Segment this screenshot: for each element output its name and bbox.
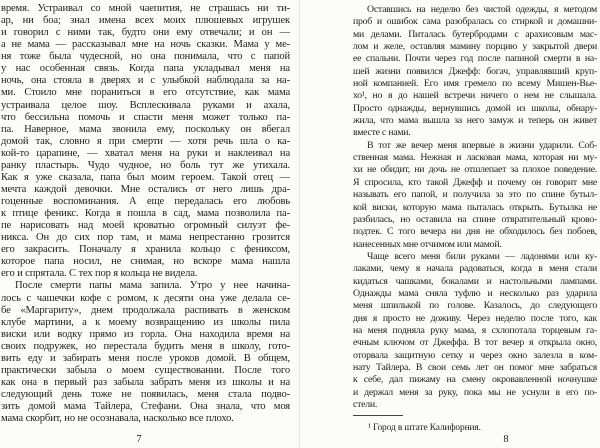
- text-line: виски или водку прямо из горла. Она находила время на: [1, 328, 290, 340]
- text-line: кой-то царапине, — хватал меня на руки и наклеивал на: [1, 147, 290, 159]
- text-line: гоценные воспоминания. А еще передалась его любовь: [1, 196, 290, 207]
- text-line: кидаться чашками, бокалами и настольными лампами.: [353, 275, 597, 287]
- text-line: вить еду и забирать меня после уроков домой. В общем,: [1, 352, 290, 364]
- text-line: у нас особенная связь. Когда папа укладывал меня на: [1, 63, 290, 75]
- text-line: лось с чашечки кофе с ромом, к десяти она уже делала се-: [1, 292, 290, 304]
- page-right-text: [353, 4, 597, 411]
- text-line: что бессильна помочь и спасти меня может только па-: [1, 111, 290, 123]
- text-line: и держал меня за руку, пока мы не уснули в его по-: [353, 386, 597, 398]
- text-line: которое папа носил, не снимая, но вскоре мама нашла: [1, 256, 290, 268]
- text-line: ня тоже была чудесной, но она понимала, что с папой: [1, 51, 290, 63]
- text-line: оторвала защитную сетку и через окно залезла в ком-: [353, 349, 597, 361]
- text-line: практически забыла о моем существовании. После того: [1, 364, 290, 376]
- text-line: Просто однажды, вернувшись домой из школы, обнару-: [353, 102, 597, 114]
- text-line: дня я просто не доживу. Через неделю после того, как: [353, 312, 597, 324]
- text-line: его закрасить. Поначалу я хранила кольцо с фениксом,: [1, 244, 290, 256]
- text-line: на меня подняла руку мама, я схлопотала торцевым га-: [353, 324, 597, 336]
- text-line: его и спрятала. С тех пор я кольца не видела.: [1, 268, 198, 280]
- text-line: разбилась, но оставила на спине отвратительный крово-: [353, 213, 597, 225]
- text-line: ми делами. Питалась бутербродами с арахисовым мас-: [353, 28, 597, 40]
- text-line: время. Устраивал со мной чаепития, не страшась ни ти-: [1, 3, 290, 14]
- text-line: В тот же вечер меня впервые в жизни ударили. Соб-: [367, 139, 597, 151]
- text-line: нанесенных мне отчимом или мамой.: [353, 238, 502, 250]
- text-line: подтек. С того вечера ни дня не обходилось без побоев,: [353, 226, 597, 238]
- text-line: никса. Он до сих пор там, и мама непрестанно грозится: [1, 232, 290, 244]
- text-line: ее спальни. Почти через год после папиной смерти в на-: [353, 53, 597, 65]
- text-line: нату Тайлера. В свои семь лет он помог мне забраться: [353, 361, 597, 373]
- footnote-rule: [353, 415, 403, 416]
- text-line: хи не обидит, ни дочь не отшлепает за плохое поведение.: [353, 164, 597, 176]
- text-line: жила, что мама вышла за него замуж и теперь он живет: [353, 115, 597, 127]
- text-line: Чаще всего меня били руками — ладонями или ку-: [367, 250, 597, 262]
- text-line: Однажды мама сняла туфлю и несколько раз ударила: [353, 287, 597, 299]
- text-line: зить домой мама Тайлера, Стефани. Она знала, что моя: [1, 401, 290, 413]
- footnote: ¹ Город в штате Калифорния.: [368, 423, 481, 433]
- text-line: Я спросила, кто такой Джефф и почему он говорит мне: [353, 176, 597, 188]
- text-line: хо¹, но я до нашей встречи ничего о нем не слышала.: [353, 90, 597, 102]
- text-line: проб и ошибок сама разобралась со стиркой и домашни-: [353, 16, 597, 28]
- text-line: лаками, чему я начала радоваться, когда в меня стали: [353, 263, 597, 275]
- text-line: клубе мартини, а к моему возвращению из школы пила: [1, 316, 290, 328]
- page-right-number: 8: [503, 434, 509, 445]
- text-line: ночь, она стояла в дверях и с улыбкой наблюдала за на-: [1, 75, 290, 87]
- text-line: Как я уже сказала, папа был моим героем. Такой отец —: [1, 171, 290, 183]
- text-line: ечным ключом от Джеффа. В тот вечер я открыла окно,: [353, 337, 597, 349]
- text-line: устраивала целое шоу. Всплескивала руками и ахала,: [1, 99, 290, 111]
- page-left-text: [1, 3, 290, 425]
- text-line: После смерти папы мама запила. Утро у нее начина-: [15, 280, 290, 292]
- text-line: как она в первый раз забыла забрать меня из школы и на: [1, 376, 290, 388]
- text-line: называть его папой, и получила за это по спине бутыл-: [353, 189, 597, 201]
- text-line: своих подружек, но перестала будить меня в школу, гото-: [1, 340, 290, 352]
- text-line: а не мама — рассказывал мне на ночь сказки. Мама у ме-: [1, 39, 290, 51]
- page-left-number: 7: [136, 434, 142, 445]
- text-line: Оставшись на неделю без чистой одежды, я методом: [367, 4, 597, 15]
- text-line: меня шпилькой по голове. Казалось, до следующего: [353, 300, 597, 312]
- text-line: мама скорбит, но не осознавала, насколько все плохо.: [1, 413, 234, 425]
- text-line: к себе, дал пижаму на смену окровавленной ночнушке: [353, 374, 597, 386]
- text-line: ственная мама. Нежная и ласковая мама, которая ни му-: [353, 152, 597, 164]
- text-line: к птице феникс. Когда я пошла в сад, мама позволила па-: [1, 208, 290, 220]
- text-line: ранку пластырь. Чудо чудное, но боль тут же утихала.: [1, 159, 290, 171]
- page-divider: [299, 0, 300, 448]
- text-line: па. Наверное, мама звонила ему, поскольку он вбегал: [1, 123, 290, 135]
- page-left: [0, 0, 299, 448]
- text-line: пе нарисовать над моей кроватью огромный силуэт фе-: [1, 220, 290, 232]
- text-line: лом и желе, оставляя мамину порцию у закрытой двери: [353, 41, 597, 53]
- text-line: стели.: [353, 399, 378, 410]
- text-line: домой так, словно я при смерти — хотя речь шла о ка-: [1, 135, 290, 147]
- text-line: кой виски, которую мама пыталась открыть. Бутылка не: [353, 201, 597, 213]
- page-right: [301, 0, 600, 448]
- text-line: бе «Маргариту», днем продолжала распивать в женском: [1, 304, 290, 316]
- text-line: ми. Стоило мне пораниться в его отсутствие, как мама: [1, 87, 290, 99]
- text-line: шей жизни появился Джефф: богач, управлявший круп-: [353, 65, 597, 77]
- text-line: вместе с нами.: [353, 127, 411, 139]
- text-line: следующий день тоже не появилась, меня стала подво-: [1, 389, 290, 400]
- text-line: ар, ни боа; знал имена всех моих плюшевых игрушек: [1, 15, 290, 27]
- text-line: и говорил с ними так, будто они ему отвечали; и он —: [1, 27, 290, 39]
- text-line: мечта каждой девочки. Мне остались от него лишь дра-: [1, 183, 290, 195]
- text-line: ной компанией. Его имя гремело по всему Мишен-Вье-: [353, 78, 597, 90]
